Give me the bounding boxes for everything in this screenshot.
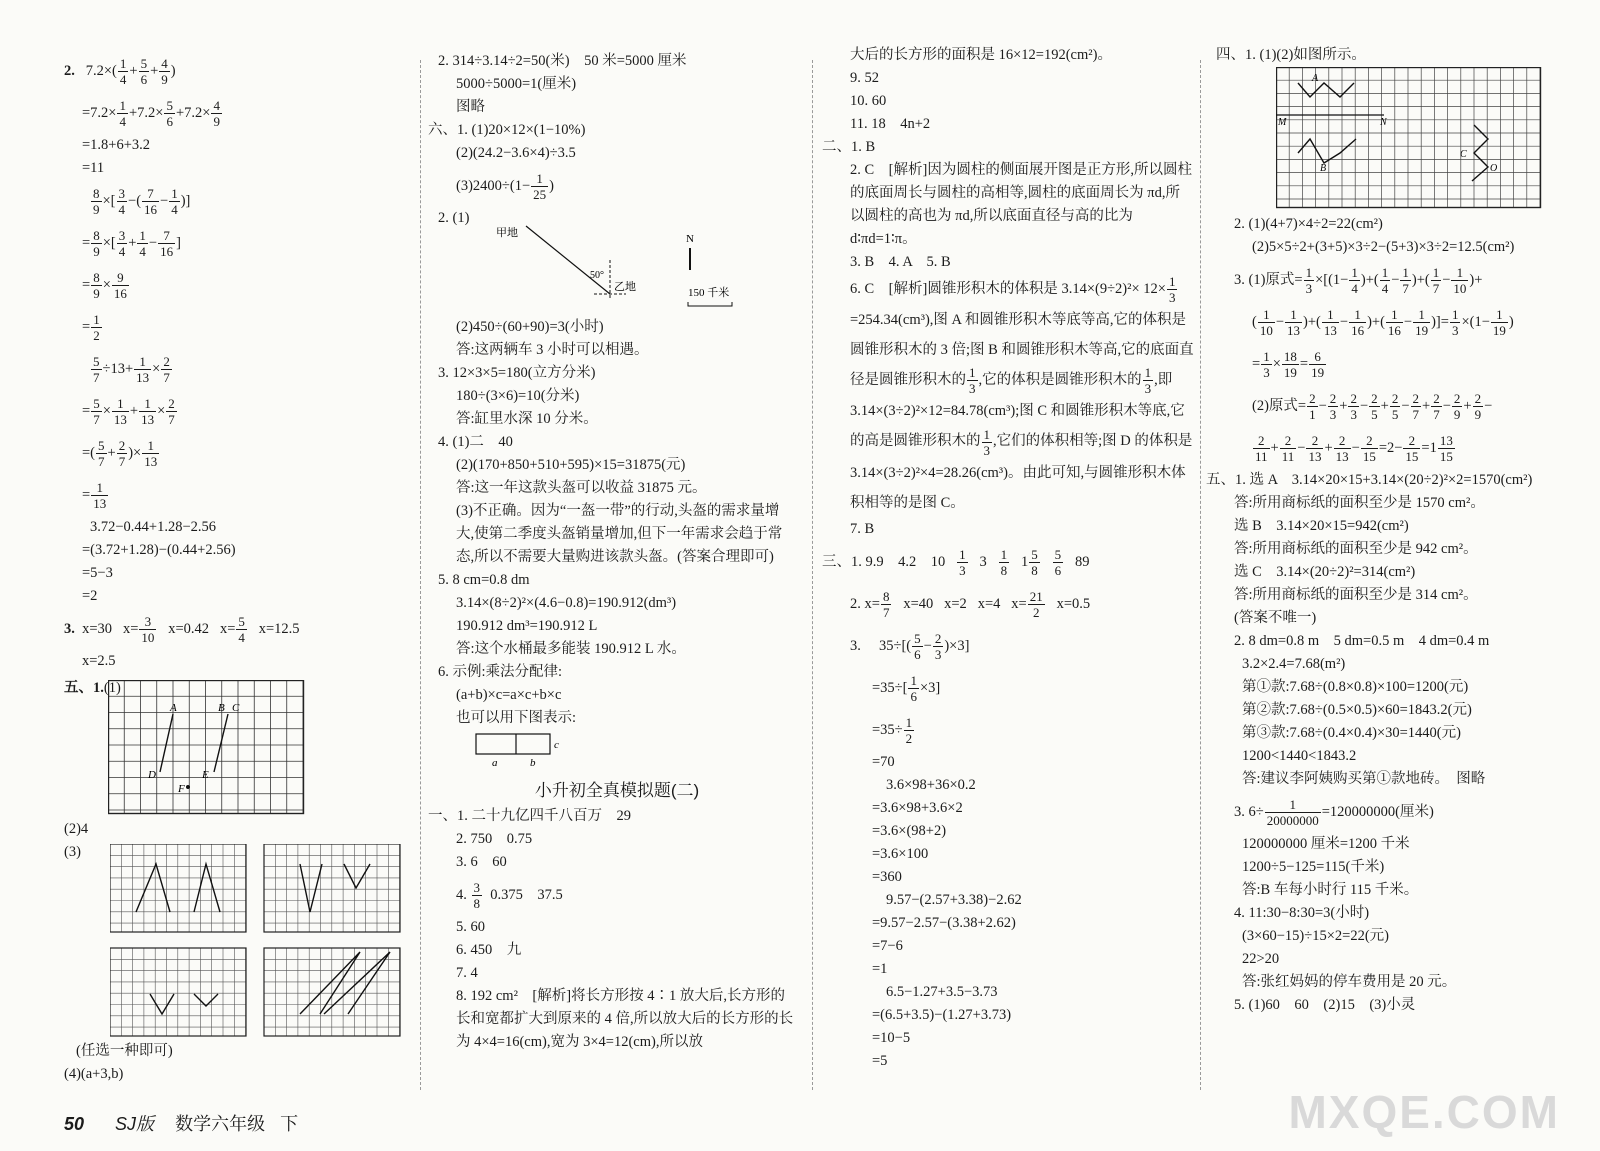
s3-line-3d: =70 (872, 753, 895, 770)
q2d-line-2: =(3.72+1.28)−(0.44+2.56) (82, 542, 236, 558)
grid-figure-1 (108, 680, 404, 818)
s5-line-2g: 答:建议李阿姨购买第①款地砖。 图略 (1242, 771, 1486, 787)
grid-figures-option (110, 844, 404, 1040)
s5-line-1d: 选 C 3.14×(20÷2)²=314(cm²) (1234, 564, 1416, 580)
c2-line-1: 2. 314÷3.14÷2=50(米) 50 米=5000 厘米 (438, 53, 687, 69)
c2-q5-1: 5. 8 cm=0.8 dm (438, 572, 530, 588)
c2-q6-2: (a+b)×c=a×c+b×c (456, 687, 562, 703)
c2-q5-2: 3.14×(8÷2)²×(4.6−0.8)=190.912(dm³) (456, 595, 677, 611)
c2-q2-1: 2. (1) (438, 210, 470, 226)
q5-part-3: (3) (64, 844, 81, 860)
q2d-line-1: 3.72−0.44+1.28−2.56 (90, 519, 217, 535)
s1-line-6: 6. 450 九 (456, 942, 522, 958)
s3-calc-line: =9.57−2.57−(3.38+2.62) (872, 914, 1016, 931)
q5-part-2: (2)4 (64, 821, 89, 837)
c2-q4-ans: 答:这一年这款头盔可以收益 31875 元。 (456, 480, 707, 496)
c3-line-9: 9. 52 (850, 70, 879, 86)
q2-line-4: =11 (82, 160, 105, 176)
q5-part-4: (4)(a+3,b) (64, 1066, 124, 1082)
q2c-line-1: $\frac{5}{7}$ ÷13+ $\frac{1}{13}$ × $\frac{2}{7}$ (93, 354, 170, 386)
s2-line-6: 6. C [解析]圆锥形积木的体积是 3.14×(9÷2)²× 12× $\frac{1}{3}$ =254.34(cm³),图 A 和圆锥形积木等底等高,它的体积是圆锥形积木的 3 倍;图 B 和圆锥形积木等高,它的底面直径是圆锥形积木的 $\frac{1}{3}$ ,它的体积是圆锥形积木的 $\frac{1}{3}$ ,即 3.14×(3÷2)²×12=84.78(cm³);图 C 和圆锥形积木等底,它的高是圆锥形积木的 $\frac{1}{3}$ ,它们的体积相等;图 D 的体积是 3.14×(3÷2)²×4=28.26(cm³)。由此可知,与圆锥形积木体积相等的是图 C。 (850, 274, 1194, 511)
s5-line-2f: 1200<1440<1843.2 (1242, 748, 1357, 764)
s4-line-3b: ( $\frac{1}{10}$ − $\frac{1}{13}$ )+( $\frac{1}{13}$ − $\frac{1}{16}$ )+( $\frac{1}{16}$ − $\frac{1}{19}$ )]= $\frac{1}{3}$ ×(1− $\frac{1}{19}$ ) (1252, 307, 1514, 339)
grid2-label-n: N (1380, 117, 1387, 128)
s1-line-4: 4. $\frac{3}{8}$ 0.375 37.5 (456, 880, 563, 912)
grid-label-a: A (170, 702, 177, 714)
s1-line-7: 7. 4 (456, 965, 478, 981)
s3-calc-line: =5 (872, 1052, 888, 1069)
s1-line-3: 3. 6 60 (456, 854, 507, 870)
north-label: N (686, 233, 694, 245)
s5-line-1c: 答:所用商标纸的面积至少是 942 cm²。 (1234, 541, 1478, 557)
grid2-label-o: O (1490, 163, 1498, 174)
distributive-rect-figure (472, 730, 796, 770)
column-divider (812, 60, 813, 1090)
s5-line-1: 五、1. 选 A 3.14×20×15+3.14×(20÷2)²×2=1570(cm²) (1206, 472, 1533, 488)
map-figure (438, 216, 796, 316)
q2b-line-3: = $\frac{8}{9}$ × $\frac{9}{16}$ (82, 270, 127, 302)
c3-line-0: 大后的长方形的面积是 16×12=192(cm²)。 (850, 47, 1112, 63)
scale-label: 150 千米 (688, 287, 730, 299)
s4-line-1: 四、1. (1)(2)如图所示。 (1216, 47, 1366, 63)
s5-line-2b: 3.2×2.4=7.68(m²) (1242, 656, 1346, 672)
grid-label-d: D (148, 769, 156, 781)
distributive-rect-svg (472, 730, 592, 770)
column-divider (1200, 60, 1201, 1090)
rect-label-a: a (492, 757, 498, 769)
s2-line-2: 2. C [解析]因为圆柱的侧面展开图是正方形,所以圆柱的底面周长与圆柱的高相等,圆柱的底面周长为 πd,所以圆柱的高也为 πd,所以底面直径与高的比为 d∶πd=1∶π。 (850, 162, 1192, 247)
s3-calc-line: =(6.5+3.5)−(1.27+3.73) (872, 1006, 1012, 1023)
s1-line-8: 8. 192 cm² [解析]将长方形按 4∶1 放大后,长方形的长和宽都扩大到原来的 4 倍,所以放大后的长方形的长为 4×4=16(cm),宽为 3×4=12(cm),所以放 (456, 988, 794, 1050)
s5-line-3e: 1200÷5−125=115(千米) (1242, 859, 1385, 875)
page-number: 50 (64, 1114, 85, 1134)
s2-line-3: 3. B 4. A 5. B (850, 254, 951, 270)
s5-line-4d: 答:张红妈妈的停车费用是 20 元。 (1242, 974, 1457, 990)
q2d-line-3: =5−3 (82, 565, 113, 581)
map-label-yi: 乙地 (614, 281, 636, 293)
s5-line-5: 5. (1)60 60 (2)15 (3)小灵 (1234, 997, 1416, 1013)
q3-answers: 3. x=30 x= $\frac{3}{10}$ x=0.42 x= $\frac{5}{4}$ x=12.5 (64, 614, 300, 646)
grid2-label-a: A (1312, 73, 1319, 84)
s5-line-1e: 答:所用商标纸的面积至少是 314 cm²。 (1234, 587, 1478, 603)
s2-line-7: 7. B (850, 520, 875, 537)
c2-q3-1: 3. 12×3×5=180(立方分米) (438, 365, 596, 381)
c2-q4-1: 4. (1)二 40 (438, 434, 513, 450)
s6-line-1: 六、1. (1)20×12×(1−10%) (428, 122, 586, 138)
s5-line-1b: 选 B 3.14×20×15=942(cm²) (1234, 518, 1409, 534)
scale-bar-icon (688, 302, 732, 306)
s5-line-4b: (3×60−15)÷15×2=22(元) (1242, 928, 1389, 944)
column-4 (1206, 47, 1596, 1017)
s5-line-1f: (答案不唯一) (1234, 610, 1317, 626)
s3-line-1: 三、1. 9.9 4.2 10 $\frac{1}{3}$ 3 $\frac{1}{8}$ 1 $\frac{5}{8}$ $\frac{5}{6}$ 89 (822, 546, 1090, 578)
s3-calc-line: =3.6×(98+2) (872, 822, 947, 839)
s3-calc-line: =1 (872, 960, 888, 977)
s4-line-3c: = $\frac{1}{3}$ × $\frac{18}{19}$ = $\frac{6}{19}$ (1252, 349, 1325, 381)
s3-calc-line: 9.57−(2.57+3.38)−2.62 (886, 891, 1022, 908)
s4-line-3d: (2)原式= $\frac{2}{1}$ − $\frac{2}{3}$ + $\frac{2}{3}$ − $\frac{2}{5}$ + $\frac{2}{5}$ − $\frac{2}{7}$ + $\frac{2}{7}$ − $\frac{2}{9}$ + $\frac{2}{9}$ − (1252, 391, 1493, 423)
s1-line-1: 一、1. 二十九亿四千八百万 29 (428, 808, 631, 824)
q2b-line-1: $\frac{8}{9}$ ×[ $\frac{3}{4}$ −( $\frac{7}{16}$ − $\frac{1}{4}$ )] (93, 186, 191, 218)
map-label-jia: 甲地 (496, 227, 518, 239)
q2b-line-4: = $\frac{1}{2}$ (82, 312, 100, 344)
s2-line-1: 二、1. B (822, 139, 876, 155)
column-1 (64, 50, 404, 1086)
grid-figure-2 (1276, 67, 1596, 213)
s3-line-3b: =35÷[ $\frac{1}{6}$ ×3] (872, 672, 941, 704)
q3-answer-f: x=2.5 (82, 653, 116, 669)
c2-line-2: 5000÷5000=1(厘米) (456, 76, 577, 92)
s4-line-3e: $\frac{2}{11}$ + $\frac{2}{11}$ − $\frac{2}{13}$ + $\frac{2}{13}$ − $\frac{2}{15}$ =2− $\frac{2}{15}$ =1 $\frac{13}{15}$ (1255, 433, 1453, 465)
q2c-line-2: = $\frac{5}{7}$ × $\frac{1}{13}$ + $\frac{1}{13}$ × $\frac{2}{7}$ (82, 396, 175, 428)
grid-label-b: B (218, 702, 225, 714)
s4-line-2b: (2)5×5÷2+(3+5)×3÷2−(5+3)×3÷2=12.5(cm²) (1252, 239, 1515, 255)
section-title: 小升初全真模拟题(二) (534, 781, 700, 800)
c2-q3-ans: 答:缸里水深 10 分米。 (456, 411, 598, 427)
map-svg (438, 216, 768, 316)
c2-q6-3: 也可以用下图表示: (456, 710, 577, 726)
s5-line-4c: 22>20 (1242, 951, 1280, 967)
c2-q5-3: 190.912 dm³=190.912 L (456, 618, 598, 634)
s5-line-3c: 120000000 厘米=1200 千米 (1242, 836, 1410, 852)
page-footer (64, 1110, 298, 1136)
rect-label-c: c (554, 739, 559, 751)
s3-calc-line: =10−5 (872, 1029, 911, 1046)
grid2-label-c: C (1460, 149, 1467, 160)
column-2 (428, 50, 796, 1054)
s3-line-3a: 3. 35÷[( $\frac{5}{6}$ − $\frac{2}{3}$ )×3] (850, 630, 970, 662)
s5-line-2d: 第②款:7.68÷(0.5×0.5)×60=1843.2(元) (1242, 702, 1472, 718)
s5-line-3a: 3. 6÷ $\frac{1}{20000000}$ =120000000(厘米) (1234, 797, 1434, 829)
subject-label: 数学六年级 (175, 1114, 266, 1134)
c2-q5-ans: 答:这个水桶最多能装 190.912 L 水。 (456, 641, 686, 657)
s5-line-4a: 4. 11:30−8:30=3(小时) (1234, 905, 1370, 921)
c2-q4-2: (2)(170+850+510+595)×15=31875(元) (456, 457, 686, 473)
column-divider (420, 60, 421, 1090)
column-3 (822, 47, 1194, 1073)
c3-line-11: 11. 18 4n+2 (850, 116, 931, 132)
s3-calc-line: 3.6×98+36×0.2 (886, 776, 976, 793)
s1-line-2: 2. 750 0.75 (456, 831, 533, 847)
grid-label-f: F (178, 783, 185, 795)
grid-label-c: C (232, 702, 240, 714)
q2-line-1: 2. 7.2×( $\frac{1}{4}$ + $\frac{5}{6}$ + $\frac{4}{9}$ ) (64, 56, 176, 88)
c2-q3-2: 180÷(3×6)=10(分米) (456, 388, 580, 404)
s5-line-1a: 答:所用商标纸的面积至少是 1570 cm²。 (1234, 495, 1485, 511)
s3-calc-line: =3.6×100 (872, 845, 929, 862)
s3-line-3c: =35÷ $\frac{1}{2}$ (872, 714, 913, 746)
s6-line-2: (2)(24.2−3.6×4)÷3.5 (456, 145, 576, 161)
s3-calc-line: 6.5−1.27+3.5−3.73 (886, 983, 998, 1000)
volume-label: 下 (280, 1114, 299, 1134)
q2-line-2: =7.2× $\frac{1}{4}$ +7.2× $\frac{5}{6}$ +7.2× $\frac{4}{9}$ (82, 98, 220, 130)
q2c-line-4: = $\frac{1}{13}$ (82, 480, 107, 512)
rect-label-b: b (530, 757, 536, 769)
watermark-logo: MXQE.COM (1288, 1086, 1560, 1138)
grid-options-svg (110, 844, 410, 1040)
grid2-label-m: M (1278, 117, 1287, 128)
s5-line-3f: 答:B 车每小时行 115 千米。 (1242, 882, 1419, 898)
q5-note: (任选一种即可) (76, 1043, 173, 1059)
edition-label: SJ版 (115, 1114, 155, 1134)
grid-label-e: E (202, 769, 209, 781)
grid-figure-2-svg (1276, 67, 1544, 211)
s6-line-3: (3)2400÷(1− $\frac{1}{25}$ ) (456, 171, 554, 203)
q2d-line-4: =2 (82, 588, 98, 604)
s3-calc-line: =3.6×98+3.6×2 (872, 799, 963, 816)
s5-line-2c: 第①款:7.68÷(0.8×0.8)×100=1200(元) (1242, 679, 1469, 695)
s1-line-5: 5. 60 (456, 919, 485, 935)
q2b-line-2: = $\frac{8}{9}$ ×[ $\frac{3}{4}$ + $\frac{1}{4}$ − $\frac{7}{16}$ ] (82, 228, 181, 260)
s5-line-2a: 2. 8 dm=0.8 m 5 dm=0.5 m 4 dm=0.4 m (1234, 633, 1490, 649)
c2-q4-3: (3)不正确。因为“一盔一带”的行动,头盔的需求量增大,使第二季度头盔销量增加,但下一年需求会趋于常态,所以不需要大量购进该款头盔。(答案合理即可) (456, 503, 783, 565)
s3-calc-line: =7−6 (872, 937, 903, 954)
q2c-line-3: =( $\frac{5}{7}$ + $\frac{2}{7}$ )× $\frac{1}{13}$ (82, 438, 158, 470)
c3-line-10: 10. 60 (850, 93, 887, 109)
grid-figure-1-svg (108, 680, 308, 816)
s4-line-3a: 3. (1)原式= $\frac{1}{3}$ ×[(1− $\frac{1}{4}$ )+( $\frac{1}{4}$ − $\frac{1}{7}$ )+( $\frac{1}{7}$ − $\frac{1}{10}$ )+ (1234, 265, 1483, 297)
s4-line-2a: 2. (1)(4+7)×4÷2=22(cm²) (1234, 216, 1383, 232)
c2-q2-2: (2)450÷(60+90)=3(小时) (456, 319, 604, 335)
s5-line-2e: 第③款:7.68÷(0.4×0.4)×30=1440(元) (1242, 725, 1461, 741)
grid2-label-b: B (1320, 163, 1327, 174)
q2-line-3: =1.8+6+3.2 (82, 137, 151, 153)
map-label-angle: 50° (590, 270, 604, 281)
s3-calc-line: =360 (872, 868, 902, 885)
q5-label: 五、1.(1) (64, 680, 121, 696)
c2-q2-ans: 答:这两辆车 3 小时可以相遇。 (456, 342, 649, 358)
c2-line-3: 图略 (456, 99, 485, 115)
s3-line-2: 2. x= $\frac{8}{7}$ x=40 x=2 x=4 x= $\frac{21}{2}$ x=0.5 (850, 588, 1091, 620)
c2-q6-1: 6. 示例:乘法分配律: (438, 664, 563, 680)
